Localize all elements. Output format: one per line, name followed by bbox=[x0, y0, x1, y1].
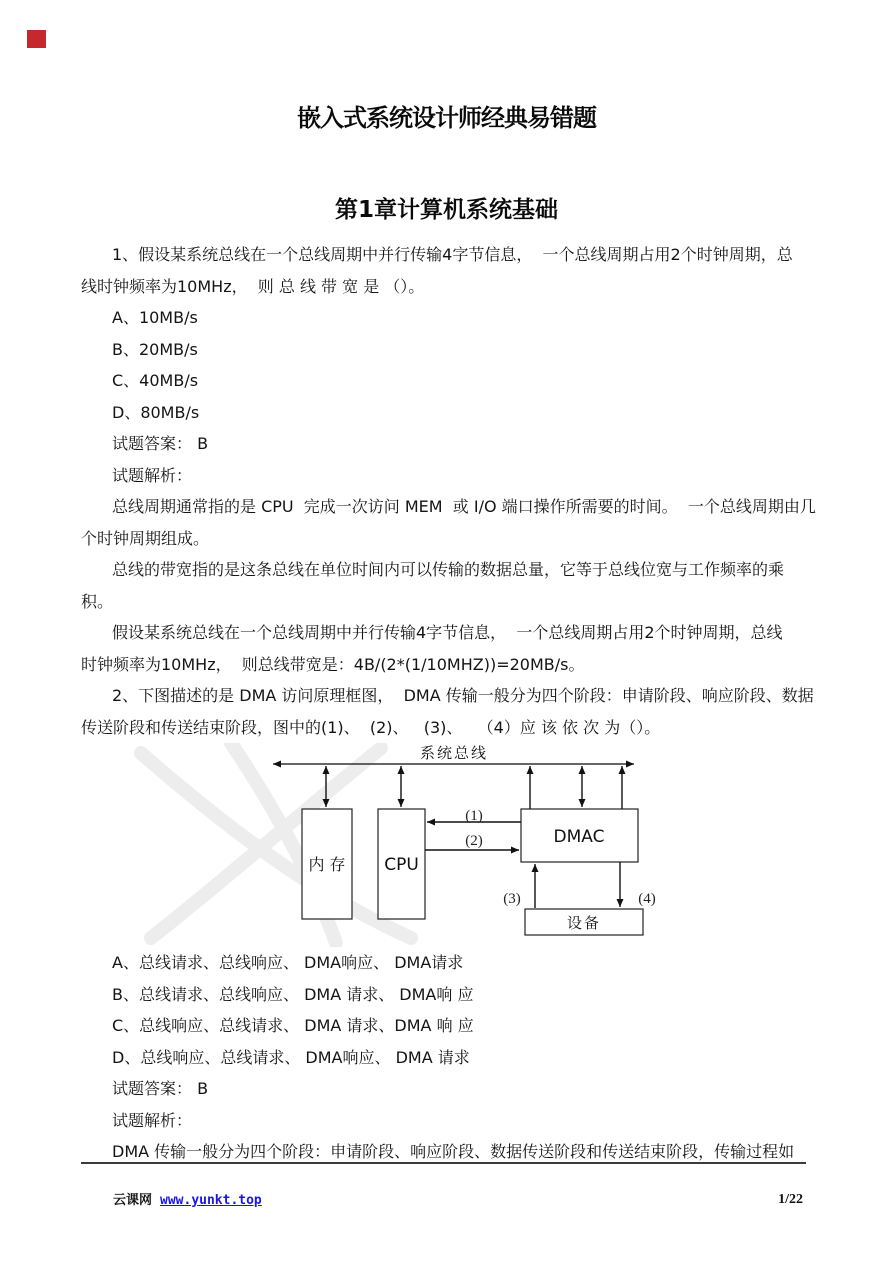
q1-analysis-line-4: 积。 bbox=[81, 591, 114, 611]
q1-analysis-line-6: 时钟频率为10MHz， 则总线带宽是：4B/(2*(1/10MHZ))=20MB/s。 bbox=[81, 654, 585, 674]
footer-divider bbox=[81, 1162, 806, 1164]
q2-option-a: A、总线请求、总线响应、 DMA响应、 DMA请求 bbox=[112, 953, 464, 972]
q2-option-c: C、总线响应、总线请求、 DMA 请求、DMA 响 应 bbox=[112, 1016, 474, 1035]
cpu-box-label: CPU bbox=[384, 855, 419, 875]
q2-option-b: B、总线请求、总线响应、 DMA 请求、 DMA响 应 bbox=[112, 984, 474, 1004]
red-marker bbox=[27, 30, 46, 48]
q1-option-a: A、10MB/s bbox=[112, 308, 198, 327]
footer-site-link[interactable]: www.yunkt.top bbox=[160, 1193, 262, 1208]
q1-stem-line-1: 1、假设某系统总线在一个总线周期中并行传输4字节信息， 一个总线周期占用2个时钟周期，总 bbox=[112, 245, 793, 264]
bus-label: 系统总线 bbox=[419, 744, 489, 762]
q2-answer-line: 试题答案： B bbox=[112, 1079, 209, 1098]
q1-analysis-line-3: 总线的带宽指的是这条总线在单位时间内可以传输的数据总量，它等于总线位宽与工作频率的乘 bbox=[112, 560, 785, 579]
dma-block-diagram bbox=[81, 743, 808, 947]
document-title: 嵌入式系统设计师经典易错题 bbox=[297, 104, 596, 132]
q2-stem-line-2: 传送阶段和传送结束阶段，图中的(1)、 (2)、 (3)、 （4）应 该 依 次 为（）。 bbox=[81, 717, 661, 737]
device-box-label: 设备 bbox=[566, 914, 602, 932]
document-body bbox=[81, 239, 816, 1168]
q2-analysis-label: 试题解析： bbox=[112, 1110, 193, 1130]
q1-option-c: C、40MB/s bbox=[112, 371, 199, 390]
footer bbox=[113, 1192, 262, 1210]
chapter-heading: 第1章计算机系统基础 bbox=[334, 197, 558, 223]
q1-option-d: D、80MB/s bbox=[112, 402, 200, 422]
q2-option-d: D、总线响应、总线请求、 DMA响应、 DMA 请求 bbox=[112, 1047, 470, 1067]
step-1-label: (1) bbox=[465, 808, 483, 824]
watermark bbox=[141, 743, 411, 943]
q1-analysis-label: 试题解析： bbox=[112, 465, 193, 485]
page-number: 1/22 bbox=[778, 1192, 803, 1207]
q1-analysis-line-5: 假设某系统总线在一个总线周期中并行传输4字节信息， 一个总线周期占用2个时钟周期，总线 bbox=[112, 623, 783, 642]
q2-stem-line-1: 2、下图描述的是 DMA 访问原理框图， DMA 传输一般分为四个阶段：申请阶段、响应阶段、数据 bbox=[112, 686, 814, 705]
q1-stem-line-2: 线时钟频率为10MHz， 则 总 线 带 宽 是 （）。 bbox=[81, 276, 425, 296]
step-2-label: (2) bbox=[465, 833, 483, 849]
footer-site-name: 云课网 bbox=[113, 1193, 153, 1208]
dmac-box-label: DMAC bbox=[553, 827, 605, 847]
step-3-label: (3) bbox=[503, 891, 521, 907]
step-4-label: (4) bbox=[638, 891, 656, 907]
q1-analysis-line-2: 个时钟周期组成。 bbox=[81, 528, 210, 548]
memory-box-label: 内 存 bbox=[308, 855, 346, 874]
q2-analysis-line-1: DMA 传输一般分为四个阶段：申请阶段、响应阶段、数据传送阶段和传送结束阶段，传输过程如 bbox=[112, 1142, 795, 1161]
q1-answer-line: 试题答案： B bbox=[112, 434, 209, 453]
q1-analysis-line-1: 总线周期通常指的是 CPU 完成一次访问 MEM 或 I/O 端口操作所需要的时间。 一个总线周期由几 bbox=[112, 497, 816, 516]
q1-option-b: B、20MB/s bbox=[112, 339, 198, 359]
